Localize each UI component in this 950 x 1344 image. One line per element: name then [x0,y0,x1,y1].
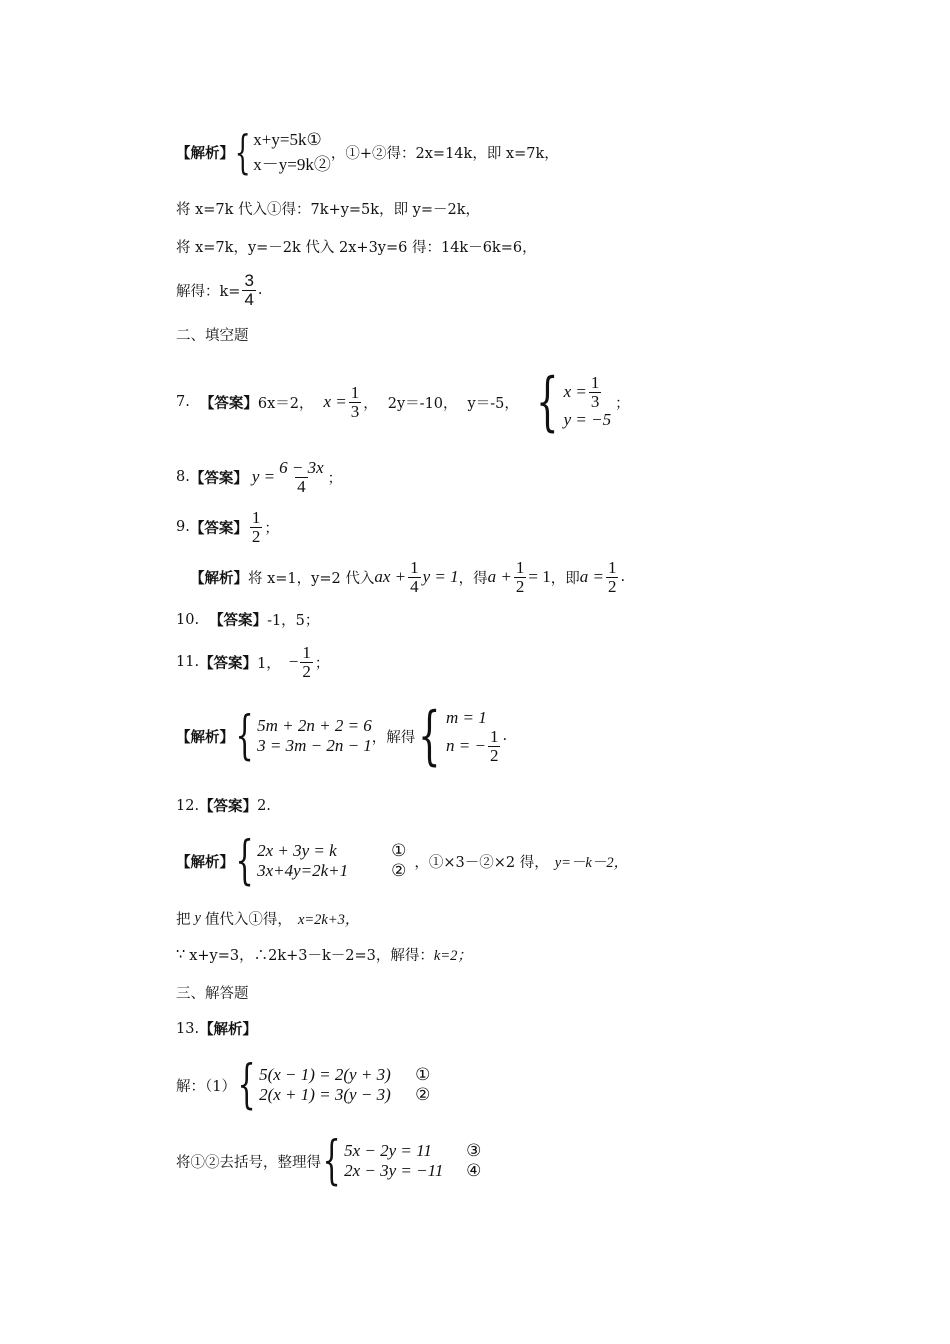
equation-system [321,1131,482,1191]
circled-number: ② [415,1085,431,1105]
brace: { [322,1131,341,1191]
question-12-analysis [176,830,628,892]
solution-line-1 [176,126,559,178]
math: y [194,910,201,926]
brace: { [418,699,441,773]
math: = 1 [528,567,551,586]
equation-system [533,365,612,439]
analysis-label: 【解析】 [176,853,234,871]
denominator: 3 [350,401,360,421]
numerator: 1 [590,372,600,392]
text: 将 x=7k 代入①得：7k+y=5k，即 y=－2k， [176,202,481,218]
text: ； [314,655,330,672]
numerator: 1 [410,557,419,577]
text: 1， [257,655,281,672]
system-row-1 [259,1065,430,1085]
math: 5(x − 1) = 2(y + 3) [259,1065,391,1084]
text: 解得：k= [176,283,241,300]
fraction [250,509,263,546]
math: 3x+4y=2k+1 [257,861,349,880]
question-7 [176,366,630,438]
math: 2(x + 1) = 3(y − 3) [259,1085,391,1104]
q-number: 10. [176,611,200,628]
circled-number: ② [391,861,407,881]
numerator: 1 [350,382,360,402]
text: . [257,282,263,298]
system-row-2: 3 = 3m − 2n − 1 [257,736,372,755]
solution-line-13 [176,908,359,929]
numerator: 1 [251,507,261,527]
numerator: 1 [515,557,525,577]
question-11 [176,640,329,684]
denominator: 4 [410,576,419,596]
denominator: 4 [244,289,254,309]
solution-text: ，①+②得：2x=14k，即 x=7k， [330,145,559,162]
math: ax + [374,567,407,586]
solution-line-4 [176,268,263,312]
q-number: 11. [176,654,200,670]
fraction [589,374,602,411]
system-row-2 [344,1161,481,1181]
denominator: 2 [251,526,261,546]
circled-number: ① [391,841,407,861]
brace: { [234,125,251,179]
text: 将 x=1，y=2 代入 [248,570,375,587]
math: k=2； [433,948,472,964]
numerator: 1 [489,726,499,746]
math: 2x − 3y = −11 [344,1161,444,1180]
equation-system [234,831,407,891]
system-row-2: y = −5 [563,410,612,430]
answer-label: 【答案】 [189,469,248,487]
question-12 [176,795,271,816]
fraction [606,559,619,596]
system-row-1: m = 1 [446,707,487,727]
solution-line-3 [176,236,537,257]
math: y=－k－2， [554,854,629,871]
math: 5x − 2y = 11 [344,1141,432,1160]
text: ，①×3－②×2 得， [414,854,549,871]
text: ； [264,520,279,537]
numerator: 1 [302,642,311,662]
system-row-1: x+y=5k① [253,129,322,149]
text: y＝-5， [467,395,519,412]
solution-line-2 [176,198,480,219]
system-row-2: x－y=9k② [253,154,331,174]
denominator: 3 [590,391,600,411]
brace: { [237,1055,256,1115]
section-heading-2 [176,324,249,345]
math: a + [487,567,512,586]
fraction [277,459,326,496]
question-8 [176,456,342,498]
system-row-1 [344,1141,481,1161]
text: 解：（1） [176,1078,236,1095]
text: 6x＝2， [257,395,314,412]
math: − [288,652,299,671]
brace: { [235,831,254,891]
analysis-label: 【解析】 [199,1021,258,1038]
numerator: 1 [607,557,617,577]
text: . [502,728,508,744]
equation-system [234,125,331,179]
text: ，得 [458,570,488,587]
math: x = [563,382,587,401]
system-row-1 [257,841,406,861]
text: -1，5； [267,613,320,629]
text: 值代入①得， [204,912,292,928]
fraction [408,559,421,596]
analysis-label: 【解析】 [176,144,234,162]
system-row-2 [259,1085,430,1105]
circled-number: ① [415,1065,431,1085]
text: 2. [257,797,271,814]
text: 将①②去括号，整理得 [176,1154,321,1171]
answer-label: 【答案】 [199,654,258,672]
answer-label: 【答案】 [199,798,258,815]
denominator: 4 [297,476,306,496]
text: ； [615,395,630,412]
answer-label: 【答案】 [189,519,248,537]
text: ， [363,395,378,412]
fraction [242,272,255,309]
denominator: 2 [607,576,617,596]
brace: { [536,365,559,439]
analysis-label: 【解析】 [190,569,248,587]
analysis-label: 【解析】 [176,728,234,746]
q-number: 13. [176,1020,200,1037]
circled-number: ④ [466,1161,482,1181]
text: 将 x=7k，y=－2k 代入 2x+3y=6 得：14k－6k=6， [176,240,537,256]
math: 2x + 3y = k [257,841,337,860]
math: y = 1 [422,567,459,586]
system-row-2 [257,861,406,881]
section-heading-3 [176,982,249,1003]
answer-label: 【答案】 [209,612,268,629]
heading: 三、解答题 [176,986,249,1002]
math: n = − [446,736,486,755]
system-row-2 [446,728,502,765]
q-number: 12. [176,797,200,814]
math: y = [251,467,276,486]
text: 2y＝-10， [387,395,458,412]
question-9-analysis [190,556,625,598]
q-number: 7. [176,394,190,410]
circled-number: ③ [466,1141,482,1161]
brace: { [235,706,254,766]
heading: 二、填空题 [176,328,249,344]
question-11-analysis [176,696,507,776]
system-row-1: 5m + 2n + 2 = 6 [257,716,372,735]
question-13 [176,1018,257,1039]
fraction [349,384,362,421]
denominator: 2 [302,661,311,681]
denominator: 2 [489,745,499,765]
text: . [620,569,626,585]
question-13-step-2 [176,1130,481,1192]
fraction [300,644,313,681]
question-13-part-1 [176,1054,430,1116]
question-9 [176,506,279,548]
answer-label: 【答案】 [199,394,258,412]
text: ，即 [550,570,580,587]
equation-system [234,706,372,766]
fraction [514,559,527,596]
text: 把 [176,912,191,928]
text: x+y=3，∴2k+3－k－2=3，解得： [189,948,434,964]
denominator: 2 [515,576,525,596]
text: ，解得 [371,729,416,746]
q-number: 9. [176,519,190,535]
fraction [488,728,501,765]
equation-system [236,1055,431,1115]
text: ； [327,470,343,487]
solution-line-14 [176,944,472,965]
numerator: 6 − 3x [279,457,324,477]
q-number: 8. [176,469,190,485]
math: x=2k+3， [297,912,360,928]
numerator: 3 [244,270,254,290]
system-row-1 [564,374,612,411]
equation-system-result [415,699,502,773]
text: ∵ [176,946,186,963]
question-10 [176,609,319,630]
math: x = [323,392,347,411]
math: a = [579,567,604,586]
